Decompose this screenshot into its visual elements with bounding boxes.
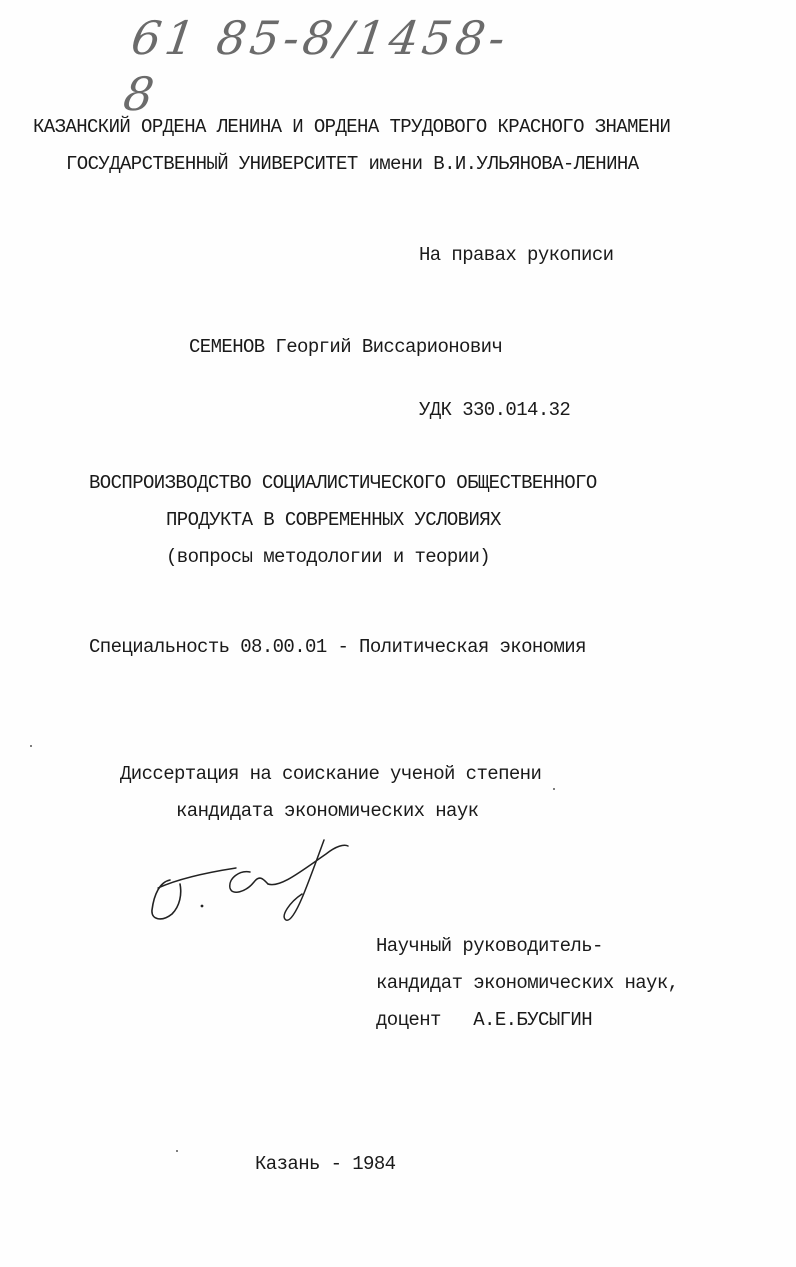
author-signature xyxy=(140,832,370,932)
scan-speck xyxy=(176,1150,178,1152)
dissertation-line-1: Диссертация на соискание ученой степени xyxy=(120,763,542,785)
supervisor-line-3: доцент А.Е.БУСЫГИН xyxy=(376,1009,593,1031)
scan-speck xyxy=(30,745,32,747)
author-name: СЕМЕНОВ Георгий Виссарионович xyxy=(189,336,503,358)
dissertation-line-2: кандидата экономических наук xyxy=(176,800,479,822)
handwritten-archive-number xyxy=(120,4,520,121)
title-line-2: ПРОДУКТА В СОВРЕМЕННЫХ УСЛОВИЯХ xyxy=(166,509,501,531)
institution-line-2: ГОСУДАРСТВЕННЫЙ УНИВЕРСИТЕТ имени В.И.УЛЬЯНОВА-ЛЕНИНА xyxy=(66,153,639,175)
city-year: Казань - 1984 xyxy=(255,1153,396,1175)
manuscript-note: На правах рукописи xyxy=(419,244,614,266)
udc-code: УДК 330.014.32 xyxy=(419,399,571,421)
title-line-3: (вопросы методологии и теории) xyxy=(166,546,491,568)
specialty: Специальность 08.00.01 - Политическая экономия xyxy=(89,636,586,658)
scan-speck xyxy=(553,788,555,790)
title-line-1: ВОСПРОИЗВОДСТВО СОЦИАЛИСТИЧЕСКОГО ОБЩЕСТВЕННОГО xyxy=(89,472,597,494)
supervisor-line-2: кандидат экономических наук, xyxy=(376,972,679,994)
handwritten-archive-number-text: 61 85-8/1458-8 xyxy=(120,11,513,121)
supervisor-line-1: Научный руководитель- xyxy=(376,935,603,957)
institution-line-1: КАЗАНСКИЙ ОРДЕНА ЛЕНИНА И ОРДЕНА ТРУДОВОГО КРАСНОГО ЗНАМЕНИ xyxy=(33,116,671,138)
